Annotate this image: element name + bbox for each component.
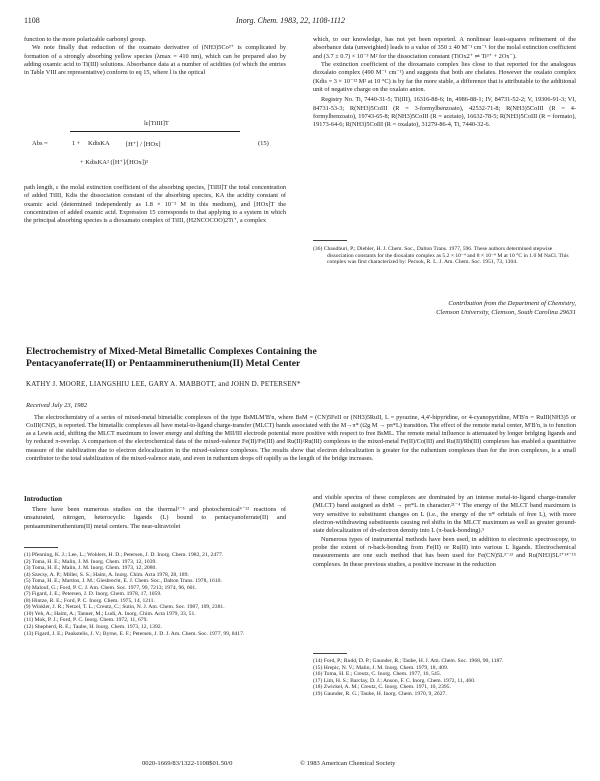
reference-item: (7) Figard, J. E.; Petersen, J. D. Inorg. Chem. 1978, 17, 1059. [24, 591, 162, 598]
reference-item: (16) Toma, H. E.; Creutz, C. Inorg. Chem. 1977, 16, 545. [313, 671, 442, 678]
contribution-line: Clemson University, Clemson, South Carolina 29631 [436, 308, 576, 316]
equation-numerator: lε[TiIII]T [144, 120, 169, 127]
reference-item: (13) Figard, J. E.; Paukstelis, J. V.; Byrne, E. F.; Petersen, J. D. J. Am. Chem. Soc. 1977, 99, 8417. [24, 630, 245, 637]
top-right-column [313, 36, 576, 130]
paragraph: We note finally that reduction of the oxamato derivative of (NH3)5Co³⁺ is complicated by formation of a strongly absorbing yellow species (λmax = 410 nm), which can be prepared also by adding oxamic acid to Ti(III) solutions. Absorbance data at a number of acidities (of which the entries in Table VIII are representative) conform to eq 15, where l is the optical [24, 44, 286, 77]
footer-copyright: © 1983 American Chemical Society [300, 760, 396, 767]
title-line: Pentacyanoferrate(II) or Pentaammineruthenium(II) Metal Center [26, 358, 301, 369]
equation-ratio: [H⁺] / [HOx] [126, 141, 161, 148]
reference-rule [313, 653, 347, 654]
paragraph: which, to our knowledge, has not yet been reported. A nonlinear least-squares refinement of the absorbance data (unweighted) leads to a value of 350 ± 40 M⁻¹ cm⁻¹ for the molal extinction coefficient and (3.7 ± 0.7) × 10⁻³ M² for the dissociation constant (TiOx2⁺ ⇌ Ti³⁺ + 2Ox⁻). [313, 36, 576, 60]
equation-kdis: KdisKA [88, 140, 110, 147]
reference-item: (3) Toma, H. E.; Malin, J. M. Inorg. Chem. 1973, 12, 2080. [24, 565, 157, 572]
title-line: Electrochemistry of Mixed-Metal Bimetallic Complexes Containing the [26, 346, 317, 357]
paragraph: path length, ε the molal extinction coefficient of the absorbing species, [TiIII]T the total concentration of added TiIII, Kdis the dissociation constant of the absorbing species, KA the acidity constant of oxamic acid (determined independently as 1.8 × 10⁻² M in this medium), and [HOx]T the concentration of added oxamic acid. Expression 15 corresponds to that applying to a system in which the principal absorbing species is a dioxamato complex of TiIII, (H2NCOCOO)2Ti⁺, a complex [24, 184, 286, 225]
paragraph: function to the more polarizable carbonyl group. [24, 36, 147, 43]
authors: KATHY J. MOORE, LIANGSHIU LEE, GARY A. MABBOTT, and JOHN D. PETERSEN* [26, 380, 301, 388]
reference-list-right [313, 658, 576, 697]
paragraph: There have been numerous studies on the thermal¹⁻⁵ and photochemical⁶⁻¹² reactions of unsaturated, nitrogen, heterocyclic ligands (L) bound to pentacyanoferrate(II) and pentaammineruthenium(II) metal centers. The near-ultraviolet [24, 506, 286, 530]
reference-item: (14) Ford, P.; Rudd, D. P.; Gaunder, R.; Taube, H. J. Am. Chem. Soc. 1968, 90, 1187. [313, 658, 504, 664]
reference-item: (19) Gaunder, R. G.; Taube, H. Inorg. Chem. 1970, 9, 2627. [313, 690, 447, 697]
paragraph: and visible spectra of these complexes are dominated by an intense metal-to-ligand charge-transfer (MLCT) band assigned as dπM → pπ*L in character.²¹⁻⁴ The energy of the MLCT band maximum is very sensitive to substituent changes on L (i.e., the energy of the π* orbitals of free L), with more electron-withdrawing substituents causing red shifts in the MLCT maximum as well as greater ground-state delocalization of dπ-electron density into L (π-back-bonding).⁵ [313, 494, 576, 535]
paragraph: The extinction coefficient of the dioxamato complex lies close to that reported for the analogous dioxalato complex (490 M⁻¹ cm⁻¹) and suggests that both are chelates. However the oxalato complex (Kdis = 3 × 10⁻¹² M² at 10 °C) is by far the more stable, a difference that is attributable to the additional unit of negative charge on the oxalato anion. [313, 61, 576, 94]
abstract-text: The electrochemistry of a series of mixed-metal bimetallic complexes of the type BsMLM′B′n, where BsM = (CN)5FeII or (NH3)5RuII, L = pyrazine, 4,4′-bipyridine, or 4-cyanopyridine, M′B′n = RuIII(NH3)5 or CoIII(CN)5, is reported. The bimetallic complexes all have metal-to-ligand charge-transfer (MLCT) bands associated with the M→π* (t2g M → pπ*L) transition. The effect of the remote metal center, M′B′n, is to function as a Lewis acid, shifting the MLCT maximum to lower energy and shifting the MII/III electrode potential more positive with respect to free BsML. The remote metal influence is attenuated by longer bridging ligands and by reduced π-overlap. A comparison of the electrochemical data of the mixed-valence Fe(II)/Fe(III) and Ru(II)/Ru(III) complexes to the mixed-metal Fe(II)/Co(III) and Ru(II)/Rh(III) complexes has enabled a quantitative measure of the stabilization due to electron delocalization in the mixed-valence complexes. The results show that electron delocalization is greater for the ruthenium complexes than for the iron complexes, is a small contributor to the total stabilization of the mixed-valence state, and even in ruthenium drops off rapidly as the length of the bridge increases. [26, 414, 576, 462]
reference-item: (11) Mok, P. J.; Ford, P. C. Inorg. Chem. 1972, 11, 679. [24, 617, 148, 624]
intro-right-column [313, 494, 576, 569]
top-left-column [24, 36, 286, 78]
top-left-column-cont [24, 184, 286, 226]
reference-item: (6) Malouf, G.; Ford, P. C. J. Am. Chem. Soc. 1977, 99, 7213; 1974, 96, 601. [24, 584, 197, 591]
contribution-block [340, 300, 576, 317]
reference-item: (10) Yeh, A.; Haim, A.; Tanner, M.; Ludi, A. Inorg. Chim. Acta 1979, 33, 51. [24, 610, 196, 617]
footnote-36 [313, 246, 576, 266]
contribution-line: Contribution from the Department of Chemistry, [448, 300, 576, 307]
fraction-bar [70, 131, 240, 132]
reference-item: (17) Lim, H. S.; Barclay, D. J.; Anson, F. C. Inorg. Chem. 1972, 11, 460. [313, 677, 476, 684]
article-title [26, 346, 496, 370]
reference-item: (8) Hintze, R. E.; Ford, P. C. Inorg. Chem. 1975, 14, 1211. [24, 597, 155, 604]
received-date: Received July 23, 1982 [26, 402, 88, 409]
reference-item: (15) Hrepic, N. V.; Malin, J. M. Inorg. Chem. 1979, 18, 409. [313, 664, 449, 671]
footnote-text: (36) Chaudhuri, P.; Diebler, H. J. Chem. Soc., Dalton Trans. 1977, 596. These authors determined stepwise dissociation constants for the dioxalato complex as 5.2 × 10⁻⁴ and 8 × 10⁻⁹ M at 10 °C in 1.0 M NaCl. This complex was first characterized by: Pecsok, R. L. J. Am. Chem. Soc. 1951, 73, 1304. [313, 246, 569, 266]
reference-item: (1) Pfenning, K. J.; Lee, L.; Wohlers, H. D.; Petersen, J. D. Inorg. Chem. 1982, 21, 2477. [24, 552, 224, 558]
introduction-heading: Introduction [24, 495, 62, 503]
journal-citation: Inorg. Chem. 1983, 22, 1108-1112 [236, 16, 346, 25]
equation-lhs: Abs = [32, 140, 48, 147]
reference-item: (18) Zwickel, A. M.; Creutz, C. Inorg. Chem. 1971, 10, 2395. [313, 684, 451, 691]
registry-numbers: Registry No. Ti, 7440-31-5; Ti(III), 16316-88-6; In, 4986-88-1; IV, 84731-52-2; V, 19306-91-3; VI, 84731-53-3; R(NH3)5CoIII (R = 3-formylbenzoato), 42532-71-8; R(NH3)5CoIII (R = 4-formylbenzoato), 19743-65-8; R(NH3)5CoIII (R = acetato), 16632-78-5; R(NH3)5CoIII (R = formato), 19173-64-6; R(NH3)5CoIII (R = oxalato), 31279-86-4, Ti, 7440-32-6. [313, 96, 576, 129]
equation-denominator-start: 1 + [72, 140, 81, 147]
equation-tag: (15) [258, 140, 269, 147]
equation-15 [24, 118, 286, 176]
reference-rule [24, 547, 58, 548]
page-number: 1108 [24, 16, 40, 25]
reference-list-left [24, 552, 286, 637]
reference-item: (2) Toma, H. E.; Malin, J. M. Inorg. Chem. 1973, 12, 1039. [24, 558, 157, 565]
reference-item: (4) Szecsy, A. P.; Miller, S. S.; Haim, A. Inorg. Chim. Acta 1978, 28, 189. [24, 571, 189, 578]
paragraph: Numerous types of instrumental methods have been used, in addition to electronic spectroscopy, to probe the extent of π-back-bonding from Fe(II) or Ru(II) into various L ligands. Electrochemical measurements are one such method that has been used for Fe(CN)5L³⁻ᵃ³ and Ru(NH3)5L²⁺¹⁴⁻¹⁵ complexes. In these previous studies, a positive increase in the reduction [313, 535, 576, 568]
reference-item: (5) Toma, H. E.; Martins, J. M.; Giesbrecht, E. J. Chem. Soc., Dalton Trans. 1978, 1610. [24, 578, 222, 585]
footer-code: 0020-1669/83/1322-1108$01.50/0 [142, 760, 233, 767]
abstract [26, 414, 576, 463]
intro-left-column [24, 506, 286, 531]
equation-denominator-tail: + KdisKA² ([H⁺]/[HOx])² [80, 159, 149, 166]
reference-item: (12) Shepherd, R. E.; Taube, H. Inorg. Chem. 1973, 12, 1392. [24, 624, 162, 631]
footnote-rule [313, 240, 347, 241]
reference-item: (9) Winkler, J. R.; Netzel, T. L.; Creutz, C.; Sutin, N. J. Am. Chem. Soc. 1987, 109, 2381. [24, 604, 225, 611]
